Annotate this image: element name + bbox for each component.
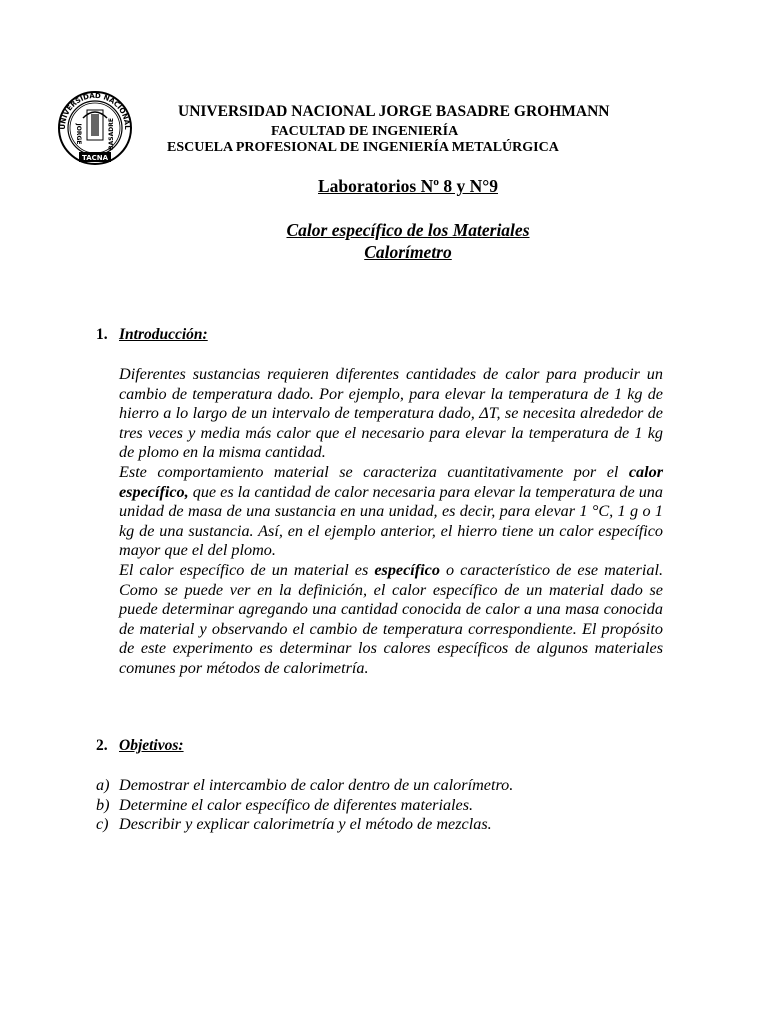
- intro-paragraph-1: Diferentes sustancias requieren diferentes cantidades de calor para producir un cambio de temperatura dado. Por ejemplo, para elevar la temperatura de 1 kg de hierro a lo largo de un intervalo de temperatura dado, ΔT, se necesita alrededor de tres veces y media más calor que el necesario para elevar la temperatura de 1 kg de plomo en la misma cantidad.: [119, 365, 663, 462]
- objective-item: a) Demostrar el intercambio de calor dentro de un calorímetro.: [96, 776, 514, 794]
- subtitle-calorimetro: Calorímetro: [364, 242, 452, 262]
- school-name: ESCUELA PROFESIONAL DE INGENIERÍA METALÚRGICA: [167, 140, 559, 155]
- lab-title: Laboratorios Nº 8 y N°9: [318, 176, 498, 196]
- university-name: UNIVERSIDAD NACIONAL JORGE BASADRE GROHMANN: [178, 103, 610, 120]
- section-number: 1.: [96, 326, 108, 343]
- section-heading-introduccion: [96, 326, 208, 344]
- subtitle-calor-especifico: Calor específico de los Materiales: [286, 220, 530, 240]
- svg-text:JORGE: JORGE: [75, 123, 82, 145]
- svg-text:BASADRE: BASADRE: [108, 118, 115, 150]
- svg-text:UNIVERSIDAD NACIONAL: UNIVERSIDAD NACIONAL: [58, 91, 132, 130]
- section-title: Introducción:: [119, 326, 208, 343]
- university-seal-logo: [57, 88, 133, 168]
- intro-body: [119, 365, 663, 679]
- section-heading-objetivos: [96, 737, 184, 755]
- objective-item: c) Describir y explicar calorimetría y el método de mezclas.: [96, 815, 492, 833]
- svg-text:TACNA: TACNA: [81, 154, 109, 162]
- faculty-name: FACULTAD DE INGENIERÍA: [271, 124, 459, 139]
- section-title: Objetivos:: [119, 737, 184, 754]
- section-number: 2.: [96, 737, 108, 754]
- objective-item: b) Determine el calor específico de diferentes materiales.: [96, 796, 474, 814]
- intro-paragraph-2: Este comportamiento material se caracteriza cuantitativamente por el calor específico, que es la cantidad de calor necesaria para elevar la temperatura de una unidad de masa de una sustancia en una unidad, es decir, para elevar 1 °C, 1 g o 1 kg de una sustancia. Así, en el ejemplo anterior, el hierro tiene un calor específico mayor que el del plomo.: [119, 462, 663, 560]
- intro-paragraph-3: El calor específico de un material es específico o característico de ese material. Como se puede ver en la definición, el calor específico de un material dado se puede determinar agregando una cantidad conocida de calor a una masa conocida de material y observando el cambio de temperatura correspondiente. El propósito de este experimento es determinar los calores específicos de algunos materiales comunes por métodos de calorimetría.: [119, 560, 664, 677]
